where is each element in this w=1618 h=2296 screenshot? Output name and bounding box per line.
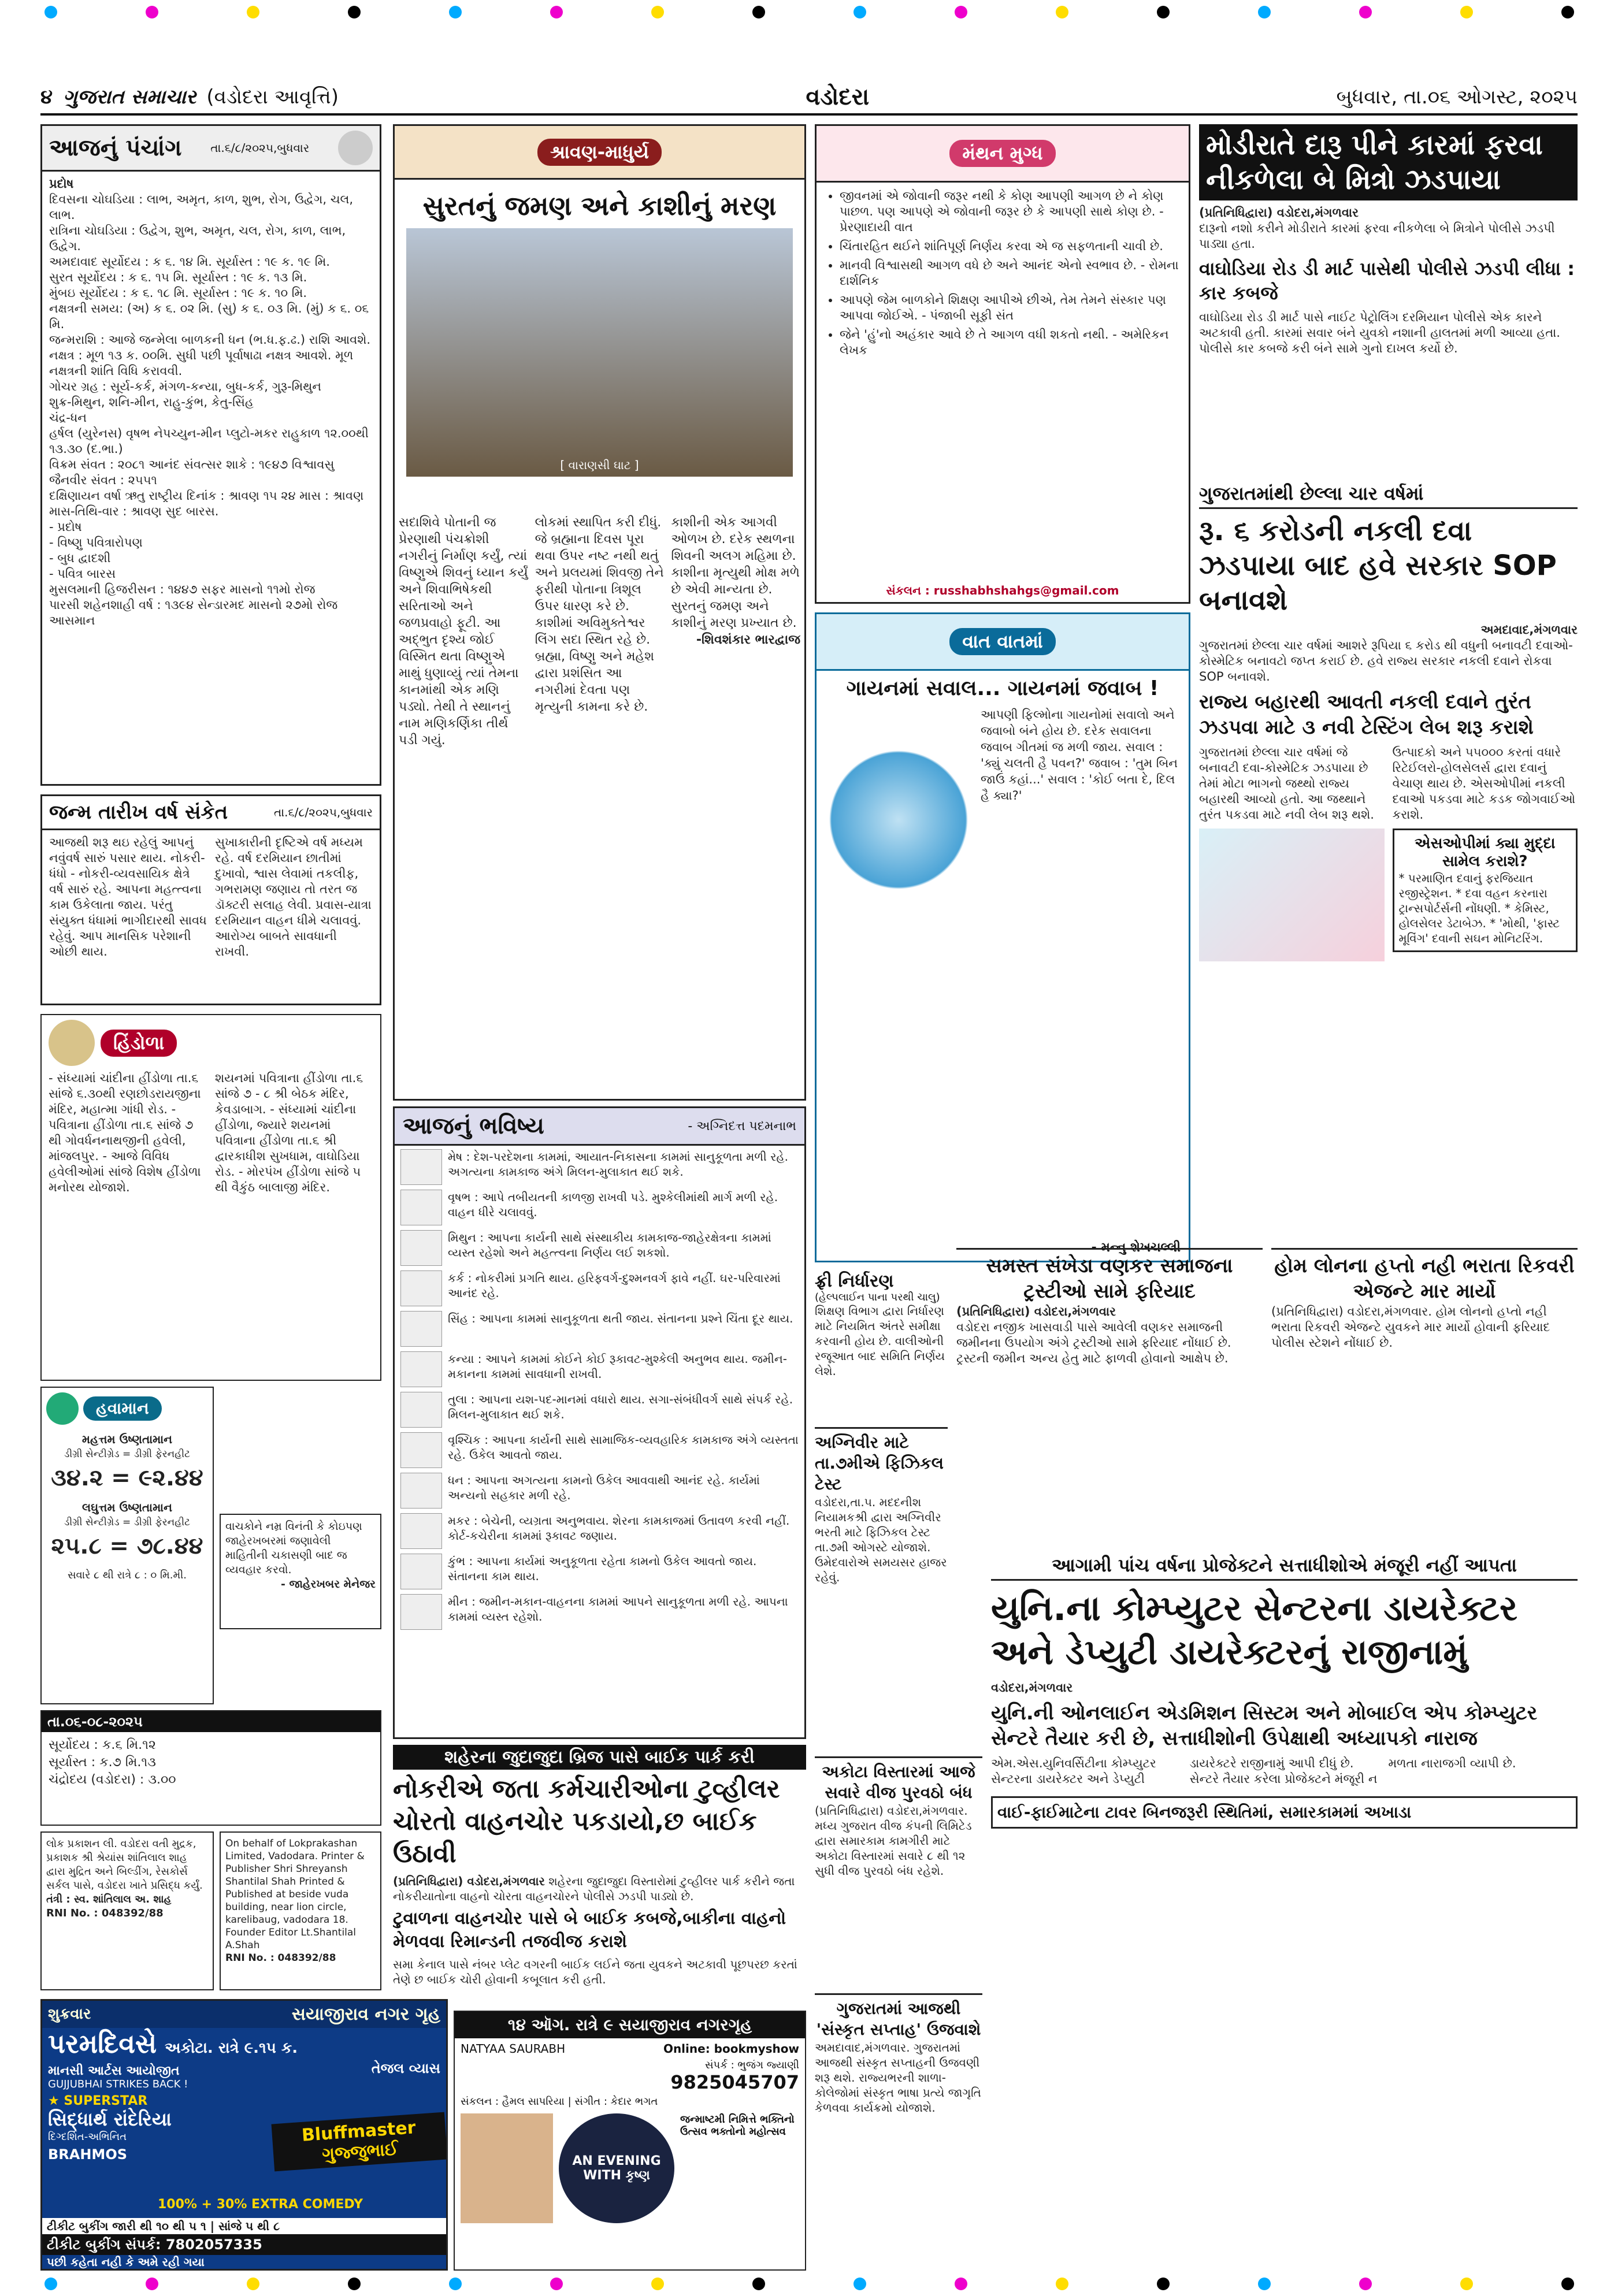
sop-box bbox=[1393, 829, 1578, 952]
horoscope-text: કર્ક : નોકરીમાં પ્રગતિ થાય. હરિફવર્ગ-દુશ્મનવર્ગ ફાવે નહીં. ઘર-પરિવારમાં આનંદ રહે. bbox=[448, 1271, 781, 1300]
ad2-date: ૧૪ ઑગ. રાત્રે ૯ સયાજીરાવ નગરગૃહ bbox=[455, 2012, 805, 2038]
paper-name: ગુજરાત સમાચાર bbox=[63, 86, 196, 109]
globe-cartoon bbox=[823, 707, 974, 1030]
rainfall: સવારે ૮ થી રાત્રે ૮ : ૦ મિ.મી. bbox=[67, 1569, 187, 1581]
registration-dots-top bbox=[0, 3, 1618, 21]
min-temp-value: ૨૫.૮ = ૭૮.૪૪ bbox=[51, 1533, 203, 1559]
horoscope-text: ધન : આપના અગત્યના કામનો ઉકેલ આવવાથી આનંદ રહે. કાર્યમાં અન્યનો સહકાર મળી રહે. bbox=[448, 1473, 760, 1502]
ganesh-icon bbox=[338, 131, 373, 165]
horoscope-text: મિથુન : આપના કાર્યની સાથે સંસ્થાકીય કામકાજ-જાહેરક્ષેત્રના કામમાં વ્યસ્ત રહેશો અને મહત્ત્વના નિર્ણય લઈ શકશો. bbox=[448, 1231, 771, 1260]
zodiac-icon bbox=[400, 1311, 442, 1347]
page-number: ૪ bbox=[40, 86, 53, 109]
fake-headline: રૂ. ૬ કરોડની નકલી દવા ઝડપાયા બાદ હવે સરકાર SOP બનાવશે bbox=[1199, 515, 1557, 616]
horoscope-text: કન્યા : આપને કામમાં કોઈને કોઈ રૂકાવટ-મુશ્કેલી અનુભવ થાય. જમીન-મકાનના કામમાં સાવધાની રાખવી. bbox=[448, 1352, 787, 1381]
agniveer-body: વડોદરા,તા.૫. મદદનીશ નિયામકશ્રી દ્વારા અગ્નિવીર ભરતી માટે ફિઝિકલ ટેસ્ટ તા.૭મી ઓગસ્ટે યોજાશે. ઉમેદવારોએ સમયસર હાજર રહેવું. bbox=[815, 1495, 947, 1584]
ad1-venue: સયાજીરાવ નગર ગૃહ bbox=[291, 2004, 440, 2024]
ad1-day: શુક્રવાર bbox=[48, 2005, 91, 2023]
panchang-line: રાત્રિના ચોઘડિયા : ઉદ્વેગ, શુભ, અમૃત, ચલ, રોગ, કાળ, લાભ, ઉદ્વેગ. bbox=[49, 224, 346, 253]
free-headline: ફ્રી નિર્ધારણ bbox=[815, 1271, 894, 1291]
fake-dateline: અમદાવાદ,મંગળવાર bbox=[1480, 623, 1578, 637]
vaat-box bbox=[815, 612, 1190, 1262]
birthday-title: જન્મ તારીખ વર્ષ સંકેત bbox=[49, 801, 228, 824]
horoscope-text: સિંહ : આપના કામમાં સાનુકૂળતા થતી જાય. સંતાનના પ્રશ્ને ચિંતા દૂર થાય. bbox=[448, 1312, 793, 1325]
shravan-headline: સુરતનું જમણ અને કાશીનું મરણ bbox=[422, 190, 777, 221]
panchang-line: ચંદ્ર-ધન bbox=[49, 411, 87, 425]
shravan-text bbox=[399, 514, 800, 1098]
uni-box: વાઈ-ફાઈમાટેના ટાવર બિનજરૂરી સ્થિતિમાં, સમારકામમાં અખાડા bbox=[991, 1796, 1578, 1829]
ad1-tagline: પછી કહેતા નહી કે અમે રહી ગયા bbox=[47, 2255, 205, 2269]
ad2-credits: સંકલન : હૈમલ સાપરિયા | સંગીત : કેદાર ભગત bbox=[461, 2096, 658, 2108]
sun-date: તા.૦૬-૦૮-૨૦૨૫ bbox=[42, 1711, 380, 1732]
ad2-show-badge bbox=[559, 2113, 674, 2223]
horoscope-text: મકર : બેચેની, વ્યગ્રતા અનુભવાય. શેરના કામકાજમાં ઉતાવળ કરવી નહીં. કોર્ટ-કચેરીના કામમાં રૂકાવટ જણાય. bbox=[448, 1514, 790, 1543]
uni-body: એમ.એસ.યુનિવર્સિટીના કોમ્પ્યુટર સેન્ટરના ડાયરેક્ટર અને ડેપ્યુટી ડાયરેક્ટરે રાજીનામું આપી દીધું છે. સેન્ટરે તૈયાર કરેલા પ્રોજેક્ટને મંજૂરી ન મળતા નારાજગી વ્યાપી છે. bbox=[991, 1756, 1516, 1786]
panchang-title: આજનું પંચાંગ bbox=[49, 135, 182, 161]
fake-kicker: ગુજરાતમાંથી છેલ્લા ચાર વર્ષમાં bbox=[1199, 482, 1578, 509]
ad2-show-title: AN EVENING WITH કૃષ્ણ bbox=[572, 2154, 661, 2183]
lead-body: વાઘોડિયા રોડ ડી માર્ટ પાસે નાઈટ પેટ્રોલિંગ દરમિયાન પોલીસે એક કારને અટકાવી હતી. કારમાં સવાર બંને યુવકો નશાની હાલતમાં મળી આવ્યા હતા. પોલીસે કાર કબજે કરી બંને સામે ગુનો દાખલ કર્યો છે. bbox=[1199, 310, 1560, 355]
horoscope-box bbox=[393, 1106, 806, 1739]
free-body: શિક્ષણ વિભાગ દ્વારા નિર્ધારણ માટે નિયમિત અંતરે સમીક્ષા કરવાની હોય છે. વાલીઓની રજૂઆત બાદ સમિતિ નિર્ણય લેશે. bbox=[815, 1304, 945, 1378]
ad2-festival: જન્માષ્ટમી નિમિત્તે ભક્તિનો ઉત્સવ ભક્તોનો મહોત્સવ bbox=[680, 2113, 795, 2138]
ad1-booking: ટીકીટ બુકીંગ જારી થી ૧૦ થી ૫ ૧ | સાંજે ૫ થી ૮ bbox=[42, 2218, 446, 2234]
zodiac-icon bbox=[400, 1594, 442, 1630]
bridge-kicker: શહેરના જુદાજુદા બ્રિજ પાસે બાઈક પાર્ક કરી bbox=[393, 1745, 806, 1770]
ad2-online: Online: bookmyshow bbox=[663, 2042, 799, 2056]
manthan-box bbox=[815, 124, 1190, 604]
bridge-intro: શહેરના જુદાજુદા વિસ્તારોમાં ટુવ્હીલર પાર્ક કરીને જતા નોકરીયાતોના વાહનો ચોરતા વાહનચોરને પોલીસે ઝડપી પાડ્યો છે. bbox=[393, 1874, 795, 1903]
birthday-date: તા.૬/૮/૨૦૨૫,બુધવાર bbox=[274, 805, 373, 819]
ad1-phone: ટીકીટ બુકીંગ સંપર્ક: 7802057335 bbox=[47, 2236, 262, 2253]
ad1-actress: તેજલ વ્યાસ bbox=[371, 2060, 440, 2076]
horoscope-text: તુલા : આપના યશ-પદ-માનમાં વધારો થાય. સગા-સંબંધીવર્ગ સાથે સંપર્ક રહે. મિલન-મુલાકાત થઈ શકે. bbox=[448, 1392, 793, 1421]
vaat-sign: - મન્નુ શેખચલ્લી bbox=[1091, 1240, 1181, 1255]
zodiac-icon bbox=[400, 1230, 442, 1266]
vankar-story bbox=[956, 1248, 1263, 1543]
manthan-quote: • આપણે જેમ બાળકોને શિક્ષણ આપીએ છીએ, તેમ તેમને સંસ્કાર પણ આપવા જોઈએ. - પંજાબી સૂફી સંત bbox=[840, 292, 1181, 324]
fake-drug-story bbox=[1199, 482, 1578, 1239]
horoscope-text: મીન : જમીન-મકાન-વાહનના કામમાં આપને સાનુકૂળતા મળી રહે. આપના કામમાં વ્યસ્ત રહેશો. bbox=[448, 1595, 788, 1623]
ad1-offer: 100% + 30% EXTRA COMEDY bbox=[158, 2197, 363, 2212]
panchang-line: અમદાવાદ સૂર્યોદય : ક ૬. ૧૪ મિ. સૂર્યાસ્ત : ૧૯ ક. ૧૯ મિ. bbox=[49, 255, 330, 269]
manthan-quote: • માનવી વિશ્વાસથી આગળ વધે છે અને આનંદ એનો સ્વભાવ છે. - રોમના દાર્શનિક bbox=[840, 258, 1181, 289]
weather-icon bbox=[46, 1392, 79, 1425]
vaat-title: વાત વાતમાં bbox=[949, 628, 1056, 655]
horoscope-text: મેષ : દેશ-પરદેશના કામમાં, આયાત-નિકાસના કામમાં સાનુકૂળતા મળી રહે. અગત્યના કામકાજ અંગે મિલન-મુલાકાત થઈ શકે. bbox=[448, 1150, 788, 1179]
akota-headline: અકોટા વિસ્તારમાં આજે સવારે વીજ પુરવઠો બંધ bbox=[822, 1762, 975, 1802]
vankar-body: વડોદરા નજીક ખાસવાડી પાસે આવેલી વણકર સમાજની જમીનના ઉપયોગ અંગે ટ્રસ્ટીઓ સામે ફરિયાદ નોંધાઈ છે. ટ્રસ્ટની જમીન અન્ય હેતુ માટે ફાળવી હોવાનો આક્ષેપ છે. bbox=[956, 1320, 1231, 1365]
bridge-theft-story bbox=[393, 1745, 806, 2005]
uni-dateline: વડોદરા,મંગળવાર bbox=[991, 1681, 1073, 1695]
bridge-headline: નોકરીએ જતા કર્મચારીઓના ટુવ્હીલર ચોરતો વાહનચોર પકડાયો,છ બાઈક ઉઠાવી bbox=[393, 1774, 780, 1868]
imprint-english-text: On behalf of Lokprakashan Limited, Vadodara. Printer & Publisher Shri Shreyansh Shantilal Shah Printed & Published at beside vuda building, near lion circle, karelibaug, vadodara 18. Founder Editor Lt.Shantilal A.Shah bbox=[225, 1838, 365, 1951]
panchang-line: - વિષ્ણુ પવિત્રારોપણ bbox=[49, 536, 143, 549]
vankar-dateline: (પ્રતિનિધિદ્વારા) વડોદરા,મંગળવાર bbox=[956, 1305, 1116, 1318]
akota-story bbox=[815, 1756, 982, 1987]
akota-body: (પ્રતિનિધિદ્વારા) વડોદરા,મંગળવાર. મધ્ય ગુજરાત વીજ કંપની લિમિટેડ દ્વારા સમારકામ કામગીરી માટે અકોટા વિસ્તારમાં સવારે ૮ થી ૧૨ સુધી વીજ પુરવઠો બંધ રહેશે. bbox=[815, 1804, 972, 1878]
temp-unit: ડીગ્રી સેન્ટીગ્રેડ = ડીગ્રી ફેરનહીટ bbox=[64, 1517, 190, 1528]
ad1-time: અકોટા. રાત્રે ૯.૧૫ ક. bbox=[165, 2039, 298, 2057]
hindola-title: હિંડોળા bbox=[101, 1030, 177, 1057]
shravan-sign: -શિવશંકાર ભારદ્વાજ bbox=[696, 633, 800, 647]
lead-dateline: (પ્રતિનિધિદ્વારા) વડોદરા,મંગળવાર bbox=[1199, 206, 1359, 220]
home-loan-body: (પ્રતિનિધિદ્વારા) વડોદરા,મંગળવાર. હોમ લોનનો હપ્તો નહી ભરાતા રિકવરી એજન્ટે યુવકને માર માર્યો હોવાની ફરિયાદ પોલીસ સ્ટેશને નોંધાઈ છે. bbox=[1271, 1305, 1550, 1350]
ad2-org: NATYAA SAURABH bbox=[461, 2042, 566, 2056]
panchang-line: ગોચર ગ્રહ : સૂર્ય-કર્ક, મંગળ-કન્યા, બુધ-કર્ક, ગુરૂ-મિથુન bbox=[49, 380, 321, 393]
city-name: વડોદરા bbox=[806, 84, 870, 110]
ad1-play: Bluffmaster ગુજ્જુભાઈ bbox=[272, 2112, 448, 2172]
lead-headline: મોડીરાતે દારૂ પીને કારમાં ફરવા નીકળેલા બે મિત્રો ઝડપાયા bbox=[1199, 124, 1578, 200]
moonrise: ચંદ્રોદય (વડોદરા) : ૩.૦૦ bbox=[49, 1773, 176, 1787]
advisory-box bbox=[220, 1514, 381, 1629]
panchang-line: નક્ષત્ર : મૂળ ૧૩ ક. ૦૦મિ. સુધી પછી પૂર્વાષાઢા નક્ષત્ર આવશે. મૂળ નક્ષત્રની શાંતિ વિધિ કરાવવી. bbox=[49, 348, 354, 378]
panchang-line: શુક્ર-મિથુન, શનિ-મીન, રાહુ-કુંભ, કેતુ-સિંહ bbox=[49, 395, 254, 409]
max-temp-label: મહત્તમ ઉષ્ણતામાન bbox=[81, 1432, 173, 1446]
photo-caption: [ વારાણસી ઘાટ ] bbox=[560, 458, 639, 472]
fake-body1: ગુજરાતમાં છેલ્લા ચાર વર્ષમાં આશરે રૂપિયા ૬ કરોડ થી વધુની બનાવટી દવાઓ-કોસ્મેટિક બનાવટો જપ્ત કરાઈ છે. હવે રાજ્ય સરકાર નકલી દવાને રોકવા SOP બનાવશે. bbox=[1199, 638, 1573, 683]
panchang-line: નક્ષત્રની સમય: (અ) ક ૬. ૦૨ મિ. (સુ) ક ૬. ૦૩ મિ. (મું) ક ૬. ૦૬ મિ. bbox=[49, 302, 369, 331]
weather-box bbox=[40, 1387, 214, 1704]
ad-krishna-evening bbox=[454, 2011, 806, 2271]
zodiac-icon bbox=[400, 1392, 442, 1428]
ad1-show: GUJJUBHAI STRIKES BACK ! bbox=[48, 2078, 188, 2090]
manthan-title: મંથન મુગ્ધ bbox=[949, 140, 1055, 167]
panchang-line: માસ-તિથિ-વાર : શ્રાવણ સુદ બારસ. bbox=[49, 504, 219, 518]
zodiac-icon bbox=[400, 1432, 442, 1468]
panchang-line: મુંબઇ સૂર્યોદય : ક ૬. ૧૮ મિ. સૂર્યાસ્ત : ૧૯ ક. ૧૦ મિ. bbox=[49, 286, 307, 300]
advisory-sign: - જાહેરખબર મેનેજર bbox=[281, 1578, 376, 1591]
edition: (વડોદરા આવૃત્તિ) bbox=[206, 86, 339, 109]
birthday-col2: સુખાકારીની દૃષ્ટિએ વર્ષ મધ્યમ રહે. વર્ષ દરમિયાન છાતીમાં દુખાવો, શ્વાસ લેવામાં તકલીફ, ગભરામણ જણાય તો તરત જ ડૉક્ટરી સલાહ લેવી. પ્રવાસ-યાત્રા દરમિયાન વાહન ધીમે ચલાવવું. આરોગ્ય બાબતે સાવધાની રાખવી. bbox=[215, 835, 372, 958]
ad2-artist-photo bbox=[461, 2113, 553, 2223]
zodiac-icon bbox=[400, 1149, 442, 1185]
deity-icon bbox=[49, 1020, 95, 1066]
horoscope-title: આજનું ભવિષ્ય bbox=[403, 1113, 544, 1139]
ad1-actor: સિદ્ધાર્થ રાંદેરિયા bbox=[48, 2108, 172, 2130]
panchang-line: મુસલમાની હિજરીસન : ૧૪૪૭ સફર માસનો ૧૧મો રોજ bbox=[49, 582, 316, 596]
panchang-line: દિવસના ચોઘડિયા : લાભ, અમૃત, કાળ, શુભ, રોગ, ઉદ્વેગ, ચલ, લાભ. bbox=[49, 192, 354, 222]
bridge-dateline: (પ્રતિનિધિદ્વારા) વડોદરા,મંગળવાર bbox=[393, 1874, 545, 1888]
panchang-box bbox=[40, 124, 381, 786]
birthday-box bbox=[40, 794, 381, 1005]
horoscope-text: વૃશ્ચિક : આપના કાર્યની સાથે સામાજિક-વ્યવહારિક કામકાજ અંગે વ્યસ્તતા રહે. ઉકેલ આવતો જાય. bbox=[448, 1433, 799, 1462]
manthan-quote: • જીવનમાં એ જોવાની જરૂર નથી કે કોણ આપણી આગળ છે ને કોણ પાછળ. પણ આપણે એ જોવાની જરૂર છે કે આપણી સાથે કોણ છે. - પ્રેરણાદાયી વાત bbox=[840, 188, 1181, 235]
imprint-gujarati bbox=[40, 1831, 214, 1990]
uni-headline: યુનિ.ના કોમ્પ્યુટર સેન્ટરના ડાયરેક્ટર અને ડેપ્યુટી ડાયરેક્ટરનું રાજીનામું bbox=[991, 1588, 1518, 1673]
uni-kicker: આગામી પાંચ વર્ષના પ્રોજેક્ટને સત્તાધીશોએ મંજૂરી નહીં આપતા bbox=[991, 1554, 1578, 1581]
sun-box bbox=[40, 1710, 381, 1826]
zodiac-icon bbox=[400, 1270, 442, 1306]
horoscope-text: કુંભ : આપના કાર્યમાં અનુકૂળતા રહેતા કામનો ઉકેલ આવતો જાય. સંતાનના કામ થાય. bbox=[448, 1554, 757, 1583]
panchang-line: જન્મરાશિ : આજે જન્મેલા બાળકની ધન (ભ.ધ.ફ.ઢ.) રાશિ આવશે. bbox=[49, 333, 371, 347]
panchang-line: - પ્રદોષ bbox=[49, 520, 82, 534]
panchang-line: - પવિત્ર બારસ bbox=[49, 567, 116, 581]
uni-subhead: યુનિ.ની ઓનલાઈન એડમિશન સિસ્ટમ અને મોબાઈલ એપ કોમ્પ્યુટર સેન્ટરે તૈયાર કરી છે, સત્તાધીશોની ઉપેક્ષાથી અધ્યાપકો નારાજ bbox=[991, 1701, 1538, 1750]
ad1-brand: BRAHMOS bbox=[48, 2146, 128, 2163]
horoscope-author: - અગ્નિદત્ત પદમનાભ bbox=[688, 1119, 796, 1134]
bridge-body: સમા કેનાલ પાસે નંબર પ્લેટ વગરની બાઈક લઈને જતા યુવકને અટકાવી પૂછપરછ કરતાં તેણે છ બાઈક ચોરી હોવાની કબૂલાત કરી હતી. bbox=[393, 1957, 797, 1986]
masthead bbox=[40, 81, 1578, 116]
panchang-line: વિક્રમ સંવત : ૨૦૮૧ આનંદ સંવત્સર શાકે : ૧૯૪૭ વિશ્વાવસુ જૈનવીર સંવત : ૨૫૫૧ bbox=[49, 458, 335, 487]
fake-body2: ગુજરાતમાં છેલ્લા ચાર વર્ષમાં જે બનાવટી દવા-કોસ્મેટિક ઝડપાયા છે તેમાં મોટા ભાગનો જથ્થો રાજ્ય બહારથી આવ્યો હતો. આ જથ્થાને તુરંત પકડવા માટે નવી લેબ શરૂ થશે. bbox=[1199, 745, 1374, 822]
zodiac-icon bbox=[400, 1473, 442, 1509]
temp-unit: ડીગ્રી સેન્ટીગ્રેડ = ડીગ્રી ફેરનહીટ bbox=[64, 1448, 190, 1460]
vaat-headline: ગાયનમાં સવાલ... ગાયનમાં જવાબ ! bbox=[846, 677, 1159, 700]
vankar-headline: સમસ્ત સંખેડા વણકર સમાજના ટ્રસ્ટીઓ સામે ફરિયાદ bbox=[986, 1254, 1233, 1303]
sunset: સૂર્યાસ્ત : ક.૭ મિ.૧૩ bbox=[49, 1755, 156, 1770]
sanskrit-body: અમદાવાદ,મંગળવાર. ગુજરાતમાં આજથી સંસ્કૃત સપ્તાહની ઉજવણી શરૂ થશે. રાજ્યભરની શાળા-કોલેજોમાં સંસ્કૃત ભાષા પ્રત્યે જાગૃતિ કેળવવા કાર્યક્રમો યોજાશે. bbox=[815, 2041, 981, 2115]
imprint-english-rni: RNI No. : 048392/88 bbox=[225, 1952, 336, 1964]
zodiac-icon bbox=[400, 1190, 442, 1225]
ad1-star: ★ SUPERSTAR bbox=[48, 2094, 148, 2108]
imprint-gujarati-text: લોક પ્રકાશન લી. વડોદરા વતી મુદ્રક, પ્રકાશક શ્રી શ્રેયાંસ શાંતિલાલ શાહ દ્વારા મુદ્રિત અને બિલ્ડીંગ, રેસકોર્સ સર્કલ પાસે, વડોદરા ખાતે પ્રસિદ્ધ કર્યું. bbox=[46, 1838, 203, 1892]
zodiac-icon bbox=[400, 1554, 442, 1589]
home-loan-headline: હોમ લોનના હપ્તો નહી ભરાતા રિકવરી એજન્ટે માર માર્યો bbox=[1274, 1254, 1575, 1303]
vaat-body: આપણી ફિલ્મોના ગાયનોમાં સવાલો અને જવાબો બંને હોય છે. દરેક સવાલના જવાબ ગીતમાં જ મળી જાય. સવાલ : 'ક્યું ચલતી હૈ પવન?' જવાબ : 'તુમ બિન જાઉં કહાં...' સવાલ : 'કોઈ બતા દે, દિલ હૈ ક્યા?' bbox=[981, 708, 1178, 803]
ad2-phone: 9825045707 bbox=[670, 2071, 799, 2093]
free-sub: (હેલ્પલાઈન પાના પરથી ચાલુ) bbox=[815, 1291, 940, 1303]
min-temp-label: લઘુત્તમ ઉષ્ણતામાન bbox=[82, 1500, 172, 1514]
agniveer-headline: અગ્નિવીર માટે તા.૭મીએ ફિઝિકલ ટેસ્ટ bbox=[815, 1433, 944, 1493]
sanskrit-headline: ગુજરાતમાં આજથી 'સંસ્કૃત સપ્તાહ' ઉજવાશે bbox=[816, 1999, 981, 2039]
panchang-line: દક્ષિણાયન વર્ષા ઋતુ રાષ્ટ્રીય દિનાંક : શ્રાવણ ૧૫ ૨૪ માસ : શ્રાવણ bbox=[49, 489, 364, 503]
manthan-contact: સંકલન : russhabhshahgs@gmail.com bbox=[886, 584, 1119, 597]
stethoscope-image bbox=[1199, 829, 1385, 961]
imprint-english bbox=[220, 1831, 381, 1990]
sanskrit-story bbox=[815, 1993, 982, 2236]
issue-date: બુધવાર, તા.૦૬ ઓગસ્ટ, ૨૦૨૫ bbox=[1336, 86, 1578, 109]
horoscope-text: વૃષભ : આપે તબીયતની કાળજી રાખવી પડે. મુશ્કેલીમાંથી માર્ગ મળી રહે. વાહન ધીરે ચલાવવું. bbox=[448, 1190, 778, 1219]
agniveer-story bbox=[815, 1427, 948, 1751]
university-story bbox=[991, 1554, 1578, 2273]
registration-dots-bottom bbox=[0, 2275, 1618, 2293]
panchang-line: - બુધ દ્વાદશી bbox=[49, 551, 111, 565]
panchang-line: સુરત સૂર્યોદય : ક ૬. ૧૫ મિ. સૂર્યાસ્ત : ૧૯ ક. ૧૩ મિ. bbox=[49, 270, 307, 284]
lead-subhead: વાઘોડિયા રોડ ડી માર્ટ પાસેથી પોલીસે ઝડપી લીધા : કાર કબજે bbox=[1199, 258, 1575, 304]
zodiac-icon bbox=[400, 1513, 442, 1549]
ad-bluffmaster bbox=[40, 1999, 448, 2271]
panchang-line: હર્ષલ (યુરેનસ) વૃષભ નેપચ્યુન-મીન પ્લુટો-મકર રાહુકાળ ૧૨.૦૦થી ૧૩.૩૦ (દ.ભા.) bbox=[49, 426, 369, 456]
shravan-body1: સદાશિવે પોતાની જ પ્રેરણાથી પંચક્રોશી નગરીનું નિર્માણ કર્યું, ત્યાં વિષ્ણુએ શિવનું ધ્યાન કર્યું અને શિવાભિષેકથી સરિતાઓ અને જળપ્રવાહો ફૂટી. આ અદ્ભુત દૃશ્ય જોઈ વિસ્મિત થતા વિષ્ણુએ માથું ધુણાવ્યું ત્યાં તેમના કાનમાંથી એક મણિ પડ્યો. તેથી તે સ્થાનનું નામ મણિકર્ણિકા તીર્થ પડી ગયું. bbox=[399, 515, 528, 748]
lead-intro: દારૂનો નશો કરીને મોડીરાતે કારમાં ફરવા નીકળેલા બે મિત્રોને પોલીસે ઝડપી પાડ્યા હતા. bbox=[1199, 221, 1555, 251]
hindola-col2: શયનમાં પવિત્રાના હીંડોળા તા.૬ સાંજે ૭ - ૮ શ્રી બેઠક મંદિર, કેવડાબાગ. - સંધ્યામાં ચાંદીના હીંડોળા, જ્યારે શયનમાં પવિત્રાના હીંડોળા તા.૬ શ્રી દ્વારકાધીશ સુખધામ, વાઘોડિયા રોડ. - મોરપંખ હીંડોળા સાંજે ૫ થી વૈકુંઠ બાલાજી મંદિર. bbox=[215, 1071, 363, 1194]
max-temp-value: ૩૪.૨ = ૯૨.૪૪ bbox=[51, 1465, 203, 1491]
manthan-quote: • ચિંતારહિત થઈને શાંતિપૂર્ણ નિર્ણય કરવા એ જ સફળતાની ચાવી છે. bbox=[840, 239, 1181, 254]
bridge-subhead: ટુવાળના વાહનચોર પાસે બે બાઈક કબજે,બાકીના વાહનો મેળવવા રિમાન્ડની તજવીજ કરાશે bbox=[393, 1908, 786, 1952]
hindola-box bbox=[40, 1014, 381, 1381]
weather-title: હવામાન bbox=[83, 1396, 162, 1421]
panchang-label: પ્રદોષ bbox=[49, 177, 74, 191]
advisory-text: વાચકોને નમ્ર વિનંતી કે કોઇપણ જાહેરખબરમાં જણાવેલી માહિતીની ચકાસણી બાદ જ વ્યવહાર કરવો. bbox=[225, 1520, 362, 1576]
ad2-contact-label: સંપર્ક : ભુજંગ જ્યાણી bbox=[704, 2059, 799, 2071]
imprint-gujarati-sign: તંત્રી : સ્વ. શાંતિલાલ અ. શાહ bbox=[46, 1893, 172, 1905]
zodiac-icon bbox=[400, 1351, 442, 1387]
sop-box-points: * પરમાણિત દવાનું ફરજિયાત રજીસ્ટ્રેશન. * દવા વહન કરનારા ટ્રાન્સપોર્ટર્સની નોંધણી. * કેમિસ્ટ, હોલસેલર ડેટાબેઝ. * 'મોથી, 'ફાસ્ટ મૂવિંગ' દવાની સઘન મોનિટરિંગ. bbox=[1398, 871, 1560, 945]
varanasi-photo bbox=[406, 228, 793, 477]
home-loan-story bbox=[1271, 1248, 1578, 1543]
panchang-date: તા.૬/૮/૨૦૨૫,બુધવાર bbox=[210, 141, 310, 155]
fake-subhead: રાજ્ય બહારથી આવતી નકલી દવાને તુરંત ઝડપવા માટે ૩ નવી ટેસ્ટિંગ લેબ શરૂ કરાશે bbox=[1199, 690, 1534, 739]
fake-body3: ઉત્પાદકો અને ૫૫૦૦૦ કરતાં વધારે રિટેઈલરો-હોલસેલર્સ દ્વારા દવાનું વેચાણ થાય છે. એસઓપીમાં નકલી દવાઓ પકડવા માટે કડક જોગવાઈઓ કરાશે. bbox=[1392, 745, 1576, 822]
ad1-title: પરમદિવસે bbox=[48, 2028, 157, 2059]
hindola-col1: - સંધ્યામાં ચાંદીના હીંડોળા તા.૬ સાંજે ૬.૩૦થી રણછોડરાયજીના મંદિર, મહાત્મા ગાંધી રોડ. - પવિત્રાના હીંડોળા તા.૬ સાંજે ૭ થી ગોવર્ધનનાથજીની હવેલી, માંજલપુર. - આજે વિવિધ હવેલીઓમાં સાંજે વિશેષ હીંડોળા મનોરથ યોજાશે. bbox=[49, 1071, 201, 1194]
shravan-body2: લોકમાં સ્થાપિત કરી દીધું. જે બ્રહ્માના દિવસ પૂરા થવા ઉપર નષ્ટ નથી થતું અને પ્રલયમાં શિવજી તેને ફરીથી પોતાના ત્રિશૂલ ઉપર ધારણ કરે છે. કાશીમાં અવિમુક્તેશ્વર લિંગ સદા સ્થિત રહે છે. બ્રહ્મા, વિષ્ણુ અને મહેશ દ્વારા પ્રશંસિત આ નગરીમાં દેવતા પણ મૃત્યુની કામના કરે છે. bbox=[535, 515, 664, 714]
ad1-presents: માનસી આર્ટસ આયોજીત bbox=[48, 2064, 180, 2078]
shravan-body3: કાશીની એક આગવી ઓળખ છે. દરેક સ્થળના શિવની અલગ મહિમા છે. કાશીના મૃત્યુથી મોક્ષ મળે છે એવી માન્યતા છે. સુરતનું જમણ અને કાશીનું મરણ પ્રખ્યાત છે. bbox=[671, 515, 800, 630]
birthday-col1: આજથી શરૂ થઇ રહેલું આપનું નવુંવર્ષ સારું પસાર થાય. નોકરી-ધંધો - નોકરી-વ્યવસાયિક ક્ષેત્રે વર્ષ સારું રહે. આપના મહત્ત્વના કામ ઉકેલાતા જાય. પરંતુ સંયુક્ત ધંધામાં ભાગીદારથી સાવધ રહેવું. આપ માનસિક પરેશાની ઓછી થાય. bbox=[49, 835, 207, 958]
shravan-title: શ્રાવણ-માધુર્ય bbox=[537, 139, 662, 166]
sop-box-title: એસઓપીમાં ક્યા મુદ્દા સામેલ કરાશે? bbox=[1415, 835, 1556, 870]
lead-story bbox=[1199, 124, 1578, 477]
free-story bbox=[815, 1271, 948, 1421]
manthan-quote: • જેને 'હું'નો અહંકાર આવે છે તે આગળ વધી શકતો નથી. - અમેરિકન લેખક bbox=[840, 327, 1181, 358]
sunrise: સૂર્યોદય : ક.૬ મિ.૧૨ bbox=[49, 1738, 156, 1752]
ad1-credit: દિગ્દર્શિત-અભિનિત bbox=[48, 2131, 127, 2143]
imprint-gujarati-rni: RNI No. : 048392/88 bbox=[46, 1907, 164, 1919]
panchang-line: પારસી શહેનશાહી વર્ષ : ૧૩૯૪ સેન્ડારમદ માસનો ૨૭મો રોજ આસમાન bbox=[49, 598, 338, 627]
